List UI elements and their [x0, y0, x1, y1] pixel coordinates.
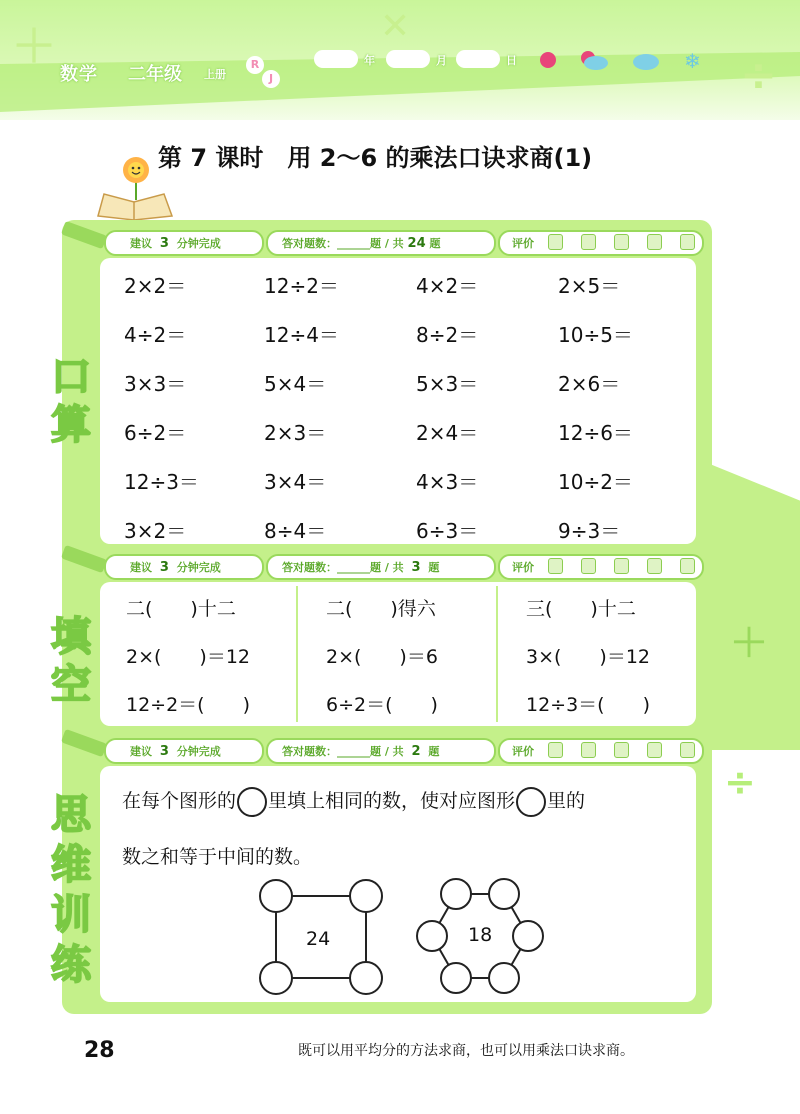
fill-problem[interactable]: 2×( )＝6: [326, 646, 438, 668]
thinking-label-char: 思: [51, 792, 91, 838]
month-input[interactable]: [386, 50, 430, 68]
oral-label-char: 口: [51, 354, 91, 400]
cloud-icon: [633, 54, 659, 70]
circle-icon: [237, 787, 267, 817]
oral-problem[interactable]: 9÷3＝: [558, 519, 621, 543]
square-circle-bottom-left: [260, 962, 292, 994]
hexagon-circle: [513, 921, 543, 951]
fill-problem[interactable]: 12÷3＝( ): [526, 694, 651, 716]
divide-decoration-icon: ÷: [740, 50, 777, 101]
thumb-icon[interactable]: [581, 234, 596, 250]
pencil-icon: [62, 552, 106, 566]
oral-problem[interactable]: 10÷5＝: [558, 323, 633, 347]
oral-problem[interactable]: 8÷2＝: [416, 323, 479, 347]
day-label: 日: [506, 54, 517, 67]
oral-problem[interactable]: 3×4＝: [264, 470, 327, 494]
weather-icons: [536, 46, 716, 74]
thumb-icon[interactable]: [647, 558, 662, 574]
fill-divider: [296, 586, 298, 722]
thumb-icon[interactable]: [614, 742, 629, 758]
hexagon-circle: [441, 963, 471, 993]
page-title: 第 7 课时 用 2～6 的乘法口诀求商(1): [158, 144, 593, 172]
fill-rating-label: 评价: [512, 561, 534, 574]
multiply-decoration-icon: ✕: [380, 6, 411, 47]
square-circle-top-left: [260, 880, 292, 912]
pencil-icon: [62, 228, 106, 242]
oral-problem[interactable]: 5×3＝: [416, 372, 479, 396]
thumb-icon[interactable]: [548, 742, 563, 758]
thumb-icon[interactable]: [680, 234, 695, 250]
thinking-score-text: 答对题数：______题 / 共 2 题: [282, 744, 440, 759]
oral-rating-label: 评价: [512, 237, 534, 250]
fill-answered-blank[interactable]: ______: [337, 561, 370, 574]
thumb-icon[interactable]: [680, 742, 695, 758]
thumb-icon[interactable]: [548, 234, 563, 250]
plus-side-icon: ＋: [730, 621, 769, 665]
oral-problem[interactable]: 3×3＝: [124, 372, 187, 396]
fill-divider: [496, 586, 498, 722]
oral-problem[interactable]: 2×6＝: [558, 372, 621, 396]
fill-problem[interactable]: 三( )十二: [526, 598, 636, 620]
oral-time-text: 建议 3 分钟完成: [130, 236, 221, 251]
oral-col-3: [416, 270, 478, 564]
oral-problem[interactable]: 2×2＝: [124, 274, 187, 298]
fill-col-2: [326, 594, 438, 738]
oral-col-1: [124, 270, 199, 564]
thumb-icon[interactable]: [647, 234, 662, 250]
divide-side-icon: ÷: [724, 760, 756, 804]
thumb-icon[interactable]: [614, 234, 629, 250]
oral-problem[interactable]: 12÷4＝: [264, 323, 339, 347]
oral-col-2: [264, 270, 339, 564]
fill-rating-thumbs: [548, 558, 695, 574]
fill-label-char: 空: [51, 662, 91, 708]
year-input[interactable]: [314, 50, 358, 68]
frame-side-band: [700, 460, 800, 750]
fill-problem[interactable]: 二( )十二: [126, 598, 236, 620]
thinking-label-char: 练: [51, 942, 91, 988]
thumb-icon[interactable]: [581, 558, 596, 574]
hexagon-circle: [489, 963, 519, 993]
hexagon-circle: [489, 879, 519, 909]
oral-problem[interactable]: 4×3＝: [416, 470, 479, 494]
thumb-icon[interactable]: [680, 558, 695, 574]
fill-problem[interactable]: 3×( )＝12: [526, 646, 651, 668]
oral-problem[interactable]: 6÷3＝: [416, 519, 479, 543]
oral-label-char: 算: [51, 402, 91, 448]
oral-problem[interactable]: 4×2＝: [416, 274, 479, 298]
fill-label-char: 填: [51, 614, 91, 660]
fill-problem[interactable]: 6÷2＝( ): [326, 694, 438, 716]
day-input[interactable]: [456, 50, 500, 68]
hexagon-circle: [441, 879, 471, 909]
oral-problem[interactable]: 12÷3＝: [124, 470, 199, 494]
fill-col-1: [126, 594, 250, 738]
oral-rating-thumbs: [548, 234, 695, 250]
snow-icon: ❄: [684, 49, 701, 73]
sun-icon: [540, 52, 556, 68]
fill-time-text: 建议 3 分钟完成: [130, 560, 221, 575]
fill-problem[interactable]: 2×( )＝12: [126, 646, 251, 668]
oral-problem[interactable]: 5×4＝: [264, 372, 327, 396]
fill-problem[interactable]: 二( )得六: [326, 598, 436, 620]
year-label: 年: [364, 54, 375, 67]
thumb-icon[interactable]: [548, 558, 563, 574]
oral-col-4: [558, 270, 633, 564]
fill-problem[interactable]: 12÷2＝( ): [126, 694, 251, 716]
month-label: 月: [436, 54, 447, 67]
oral-problem[interactable]: 2×5＝: [558, 274, 621, 298]
oral-problem[interactable]: 2×3＝: [264, 421, 327, 445]
thinking-time-text: 建议 3 分钟完成: [130, 744, 221, 759]
badge-j: J: [262, 70, 280, 88]
square-circle-top-right: [350, 880, 382, 912]
header-grade: 二年级: [128, 64, 182, 85]
oral-problem[interactable]: 10÷2＝: [558, 470, 633, 494]
thinking-rating-thumbs: [548, 742, 695, 758]
book-flower-icon: [94, 150, 178, 220]
oral-problem[interactable]: 8÷4＝: [264, 519, 327, 543]
thinking-answered-blank[interactable]: ______: [337, 745, 370, 758]
thumb-icon[interactable]: [581, 742, 596, 758]
pencil-icon: [62, 736, 106, 750]
header-volume: 上册: [204, 68, 226, 81]
square-circle-bottom-right: [350, 962, 382, 994]
plus-decoration-icon: ＋: [12, 21, 56, 72]
thinking-label-char: 维: [51, 842, 91, 888]
oral-answered-blank[interactable]: ______: [337, 237, 370, 250]
thinking-instruction-line-1: 在每个图形的 里填上相同的数，使对应图形 里的: [122, 786, 585, 817]
square-center-number: 24: [306, 928, 331, 950]
thinking-instruction-line-2: 数之和等于中间的数。: [122, 846, 313, 868]
footer-tip: 既可以用平均分的方法求商，也可以用乘法口诀求商。: [298, 1043, 634, 1059]
oral-problem[interactable]: 4÷2＝: [124, 323, 187, 347]
thinking-rating-label: 评价: [512, 745, 534, 758]
oral-problem[interactable]: 12÷2＝: [264, 274, 339, 298]
thumb-icon[interactable]: [614, 558, 629, 574]
fill-score-text: 答对题数：______题 / 共 3 题: [282, 560, 440, 575]
badge-r: R: [246, 56, 264, 74]
hexagon-center-number: 18: [468, 924, 493, 946]
thinking-label-char: 训: [51, 892, 91, 938]
header-subject: 数学: [60, 64, 98, 85]
hexagon-circle: [417, 921, 447, 951]
oral-problem[interactable]: 2×4＝: [416, 421, 479, 445]
page-number: 28: [84, 1038, 115, 1063]
fill-col-3: [526, 594, 650, 738]
circle-icon: [516, 787, 546, 817]
oral-score-text: 答对题数：______题 / 共 24 题: [282, 236, 441, 251]
thumb-icon[interactable]: [647, 742, 662, 758]
oral-problem[interactable]: 6÷2＝: [124, 421, 187, 445]
oral-problem[interactable]: 3×2＝: [124, 519, 187, 543]
oral-problem[interactable]: 12÷6＝: [558, 421, 633, 445]
